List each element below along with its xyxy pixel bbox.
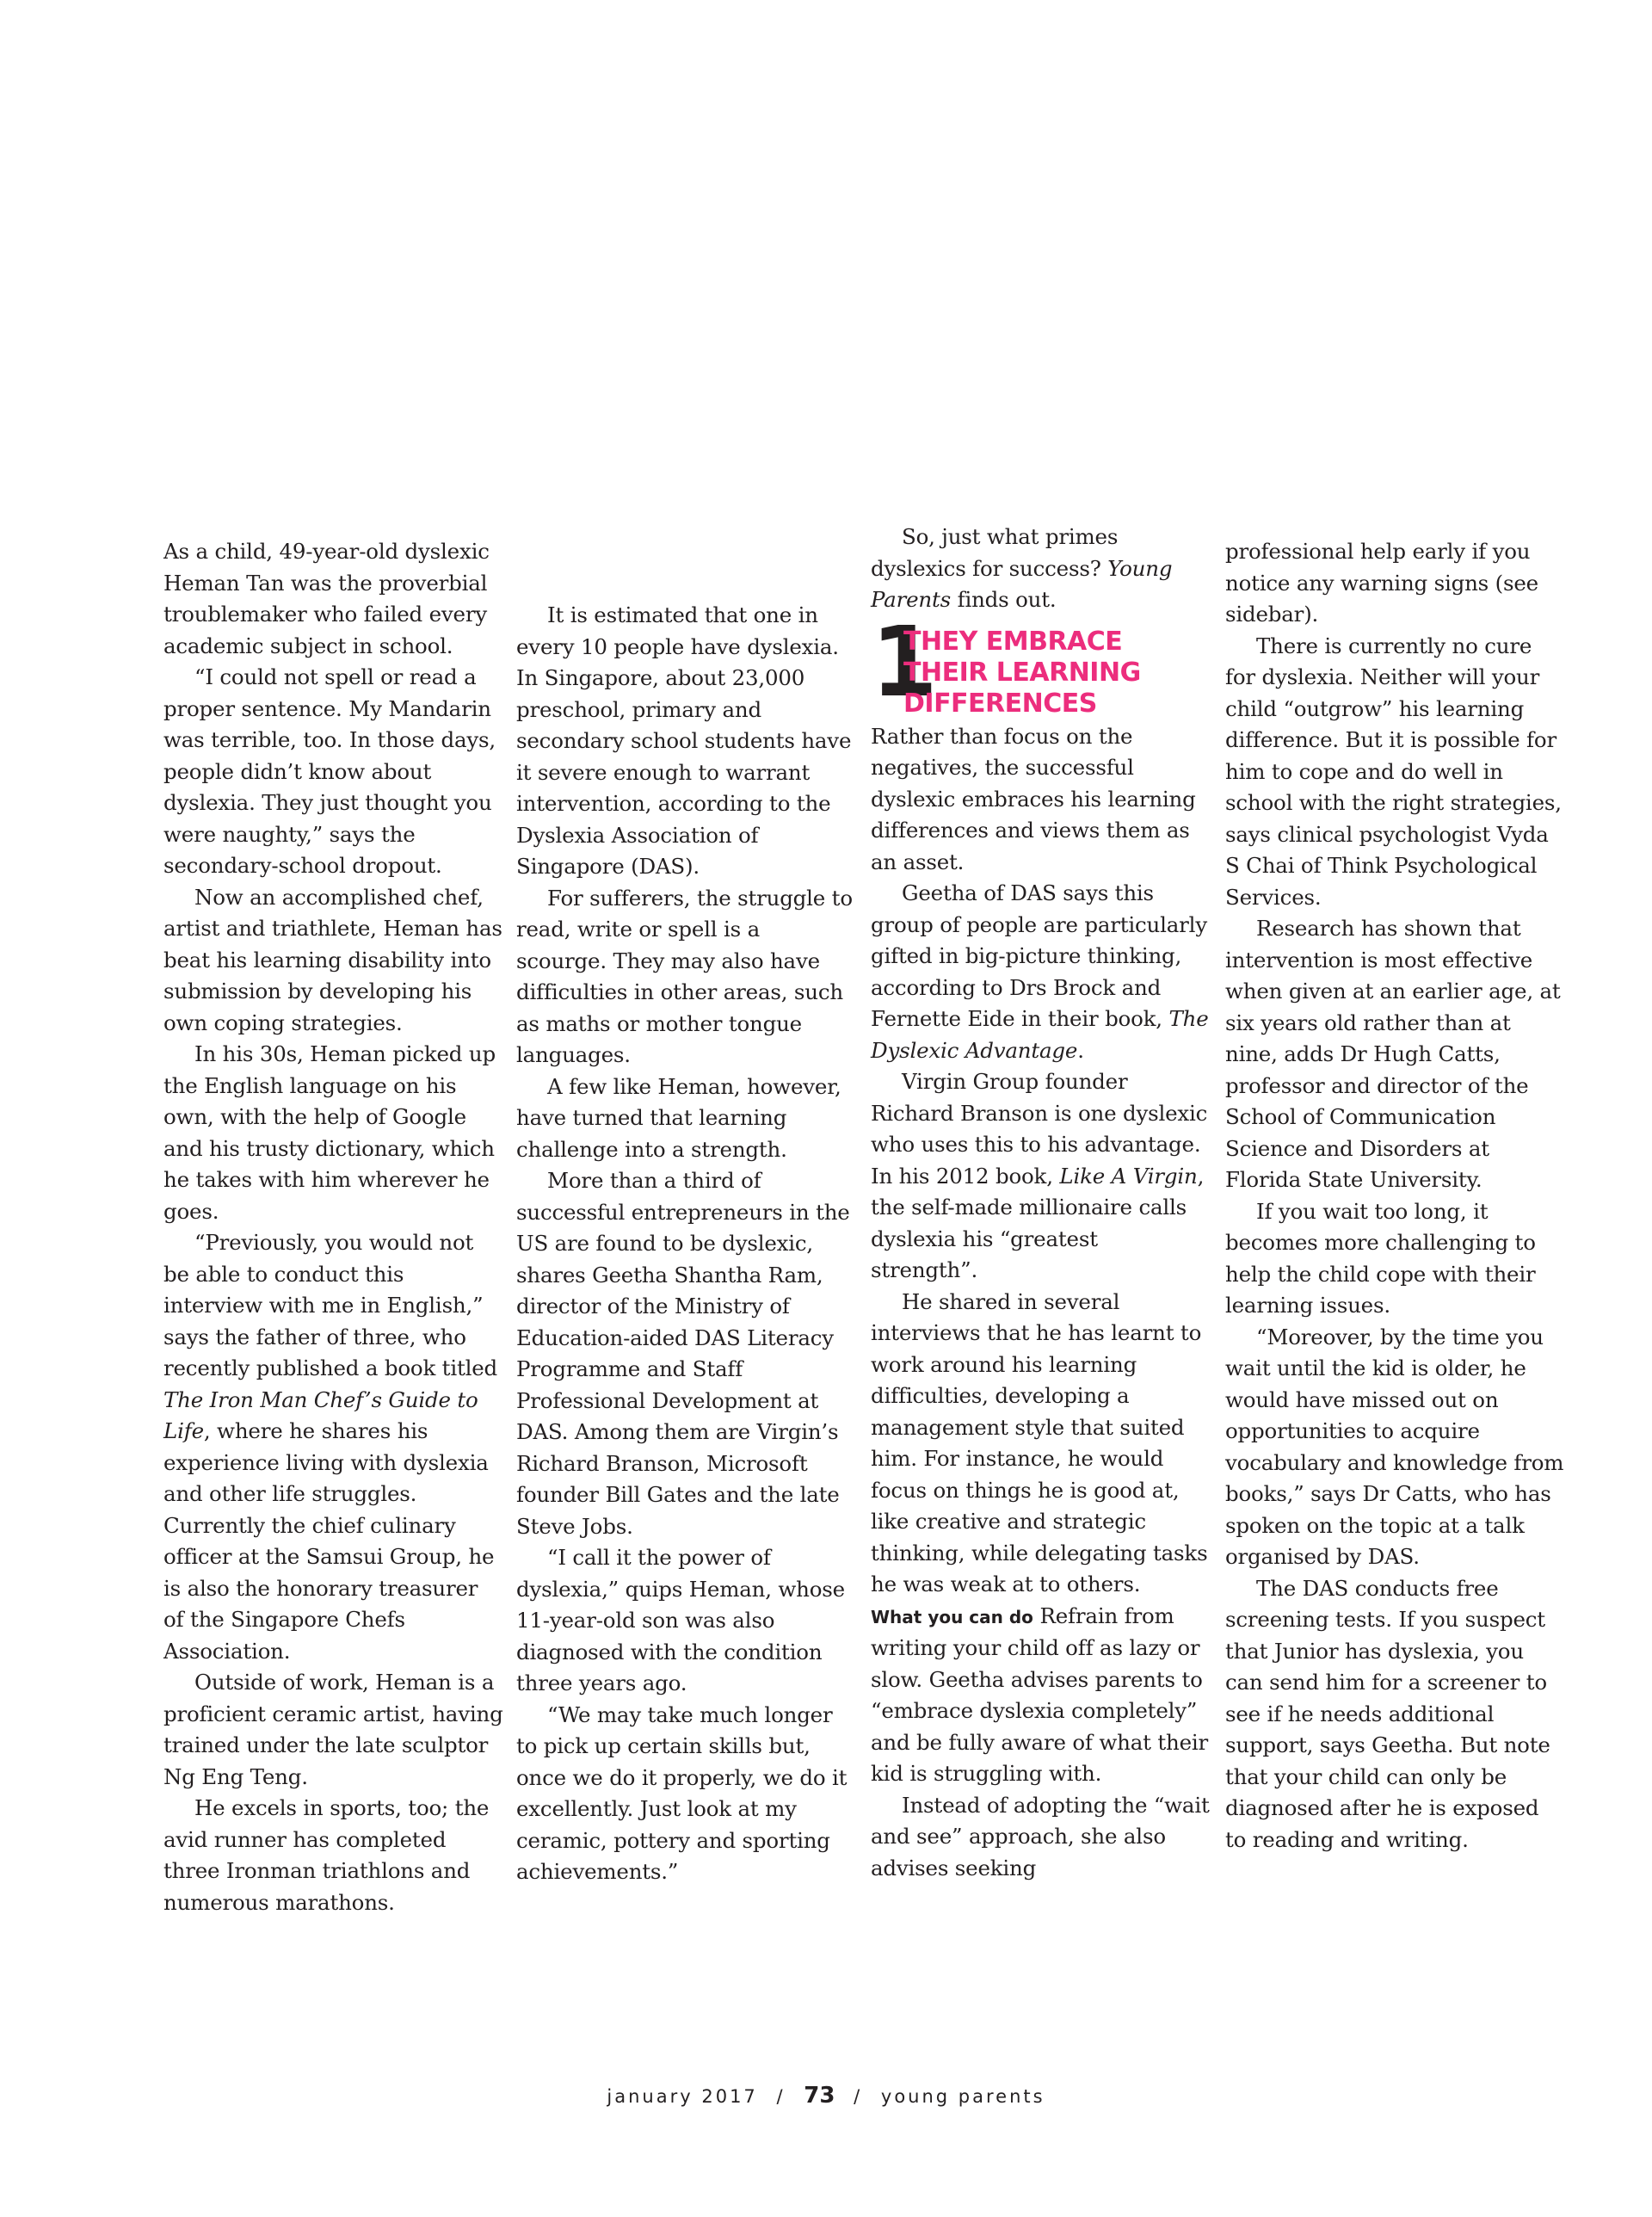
paragraph: If you wait too long, it becomes more challenging to help the child cope with their learning issues. [1225, 1198, 1536, 1318]
paragraph: “I call it the power of dyslexia,” quips Heman, whose 11-year-old son was also diagnosed with the condition three years ago. [516, 1545, 845, 1695]
book-title: The Dyslexic Advantage [871, 1006, 1209, 1063]
article-column-3 [871, 522, 1211, 1884]
page-number: 73 [804, 2083, 835, 2109]
paragraph: Outside of work, Heman is a proficient ceramic artist, having trained under the late sculptor Ng Eng Teng. [163, 1670, 503, 1789]
paragraph: “I could not spell or read a proper sentence. My Mandarin was terrible, too. In those days, people didn’t know about dyslexia. They just thought you were naughty,” says the secondary-school dropout. [163, 664, 496, 878]
paragraph: In his 30s, Heman picked up the English language on his own, with the help of Google and his trusty dictionary, which he takes with him wherever he goes. [163, 1041, 496, 1224]
section-title [903, 627, 1141, 719]
paragraph [871, 878, 1211, 1066]
paragraph-text: Refrain from writing your child off as lazy or slow. Geetha advises parents to “embrace dyslexia completely” and be fully aware of what their kid is struggling with. [871, 1603, 1209, 1786]
paragraph [871, 1066, 1211, 1287]
paragraph-text: , the self-made millionaire calls dyslexia his “greatest strength”. [871, 1163, 1205, 1282]
page-footer [0, 2083, 1652, 2109]
magazine-name: Young Parents [871, 555, 1173, 612]
paragraph: The DAS conducts free screening tests. If you suspect that Junior has dyslexia, you can send him for a screener to see if he needs additional support, says Geetha. But note that your child can only be diagnosed after he is exposed to reading and writing. [1225, 1575, 1550, 1852]
section-number: 1 [871, 606, 933, 719]
paragraph: More than a third of successful entrepreneurs in the US are found to be dyslexic, shares Geetha Shantha Ram, director of the Ministry of Education-aided DAS Literacy Programme and Staff Professional Development at DAS. Among them are Virgin’s Richard Branson, Microsoft founder Bill Gates and the late Steve Jobs. [516, 1168, 850, 1539]
intro-paragraph [871, 522, 1211, 616]
paragraph: “We may take much longer to pick up certain skills but, once we do it properly, we do it excellently. Just look at my ceramic, pottery and sporting achievements.” [516, 1701, 848, 1884]
paragraph: A few like Heman, however, have turned that learning challenge into a strength. [516, 1073, 841, 1162]
lead-in-label: What you can do [871, 1606, 1033, 1627]
magazine-name: young parents [880, 2086, 1045, 2107]
footer-separator: / [776, 2086, 786, 2107]
intro-text: finds out. [951, 587, 1057, 612]
paragraph: As a child, 49-year-old dyslexic Heman Tan was the proverbial troublemaker who failed every academic subject in school. [163, 539, 490, 658]
paragraph: professional help early if you notice any warning signs (see sidebar). [1225, 539, 1538, 627]
paragraph: Rather than focus on the negatives, the successful dyslexic embraces his learning differences and views them as an asset. [871, 723, 1196, 874]
article-column-1 [163, 536, 503, 1918]
paragraph: He excels in sports, too; the avid runner has completed three Ironman triathlons and numerous marathons. [163, 1795, 490, 1915]
book-title: The Iron Man Chef’s Guide to Life [163, 1386, 478, 1443]
paragraph: “Moreover, by the time you wait until the kid is older, he would have missed out on opportunities to acquire vocabulary and knowledge from books,” says Dr Catts, who has spoken on the topic at a talk organised by DAS. [1225, 1324, 1564, 1569]
footer-separator: / [854, 2086, 863, 2107]
paragraph [871, 1601, 1211, 1790]
paragraph-text: . [1077, 1037, 1084, 1063]
paragraph: Now an accomplished chef, artist and triathlete, Heman has beat his learning disability into submission by developing his own coping strategies. [163, 884, 502, 1035]
paragraph: There is currently no cure for dyslexia. Neither will your child “outgrow” his learning difference. But it is possible for him to cope and do well in school with the right strategies, says clinical psychologist Vyda S Chai of Think Psychological Services. [1225, 633, 1562, 910]
section-title-line: THEIR LEARNING [903, 657, 1141, 688]
intro-text: So, just what primes dyslexics for success? [871, 524, 1119, 581]
paragraph-text: “Previously, you would not be able to conduct this interview with me in English,” says the father of three, who recently published a book titled [163, 1230, 498, 1380]
paragraph: It is estimated that one in every 10 people have dyslexia. In Singapore, about 23,000 preschool, primary and secondary school students have it severe enough to warrant intervention, according to the Dyslexia Association of Singapore (DAS). [516, 602, 852, 879]
paragraph [163, 1227, 503, 1667]
book-title: Like A Virgin [1059, 1163, 1198, 1189]
issue-date: january 2017 [607, 2086, 758, 2107]
paragraph-text: , where he shares his experience living with dyslexia and other life struggles. Currently the chief culinary officer at the Samsui Group, he is also the honorary treasurer of the Singapore Chefs Association. [163, 1418, 495, 1664]
article-column-4 [1225, 536, 1565, 1856]
section-heading [871, 606, 1211, 719]
paragraph-text: Virgin Group founder Richard Branson is one dyslexic who uses this to his advantage. In his 2012 book, [871, 1069, 1208, 1189]
paragraph: Research has shown that intervention is most effective when given at an earlier age, at six years old rather than at nine, adds Dr Hugh Catts, professor and director of the School of Communication Science and Disorders at Florida State University. [1225, 916, 1561, 1192]
paragraph-text: Geetha of DAS says this group of people are particularly gifted in big-picture thinking, according to Drs Brock and Fernette Eide in their book, [871, 880, 1207, 1031]
section-title-line: THEY EMBRACE [903, 626, 1123, 657]
paragraph: For sufferers, the struggle to read, write or spell is a scourge. They may also have difficulties in other areas, such as maths or mother tongue languages. [516, 885, 853, 1067]
paragraph: He shared in several interviews that he has learnt to work around his learning difficulties, developing a management style that suited him. For instance, he would focus on things he is good at, like creative and strategic thinking, while delegating tasks he was weak at to others. [871, 1288, 1208, 1596]
section-title-line: DIFFERENCES [903, 688, 1097, 719]
article-column-2 [516, 600, 856, 1888]
paragraph: Instead of adopting the “wait and see” approach, she also advises seeking [871, 1792, 1210, 1880]
